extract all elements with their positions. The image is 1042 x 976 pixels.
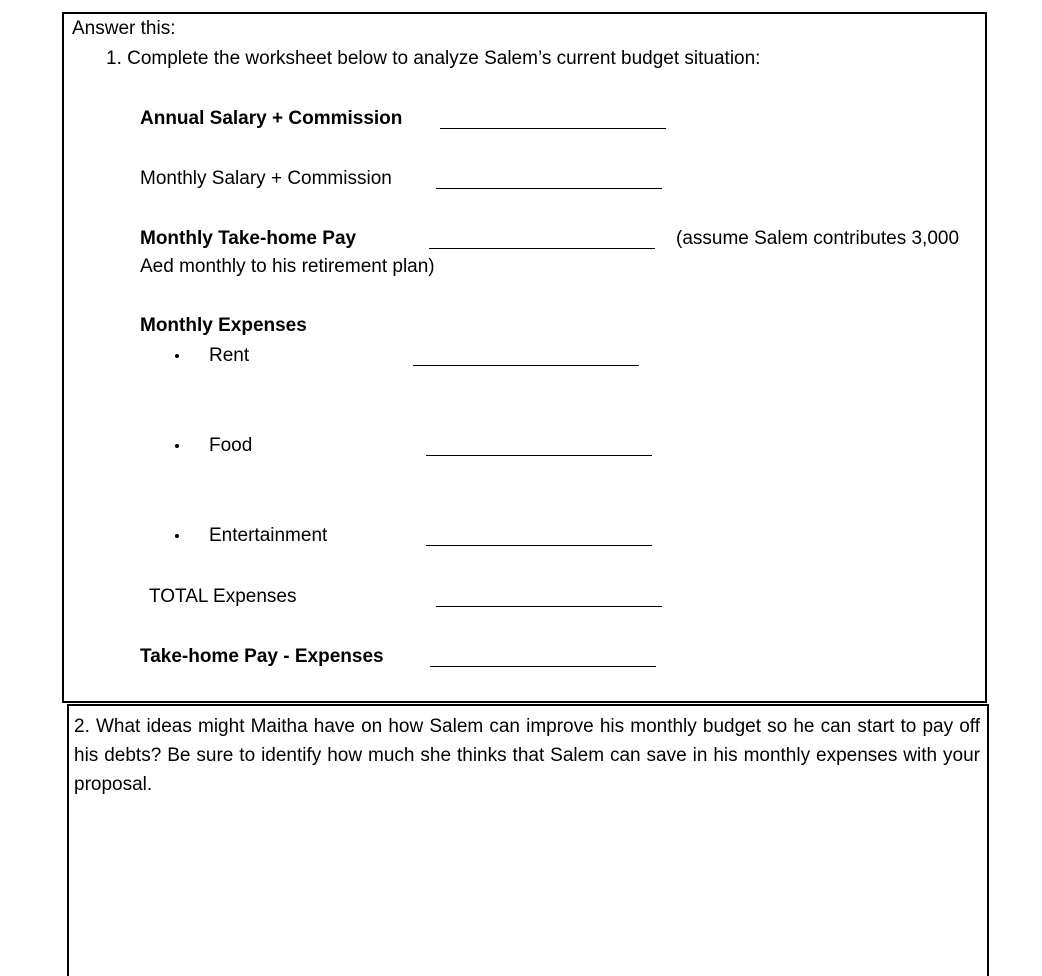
- takehome-minus-expenses-blank[interactable]: [430, 666, 656, 667]
- expense-rent-blank[interactable]: [413, 365, 639, 366]
- expense-food-label: Food: [209, 435, 253, 456]
- question-2-box[interactable]: [67, 704, 989, 976]
- annual-salary-label: Annual Salary + Commission: [140, 108, 403, 129]
- expense-food-blank[interactable]: [426, 455, 652, 456]
- total-expenses-blank[interactable]: [436, 606, 662, 607]
- question-2-text: 2. What ideas might Maitha have on how Salem can improve his monthly budget so he can start to pay off his debts? Be sure to identify how much she thinks that Salem can save in his monthly expenses with your proposal.: [74, 716, 980, 795]
- annual-salary-blank[interactable]: [440, 128, 666, 129]
- takehome-pay-label: Monthly Take-home Pay: [140, 228, 357, 249]
- bullet-icon: [175, 444, 179, 448]
- monthly-salary-blank[interactable]: [436, 188, 662, 189]
- monthly-expenses-heading: Monthly Expenses: [140, 315, 307, 336]
- expense-entertainment-blank[interactable]: [426, 545, 652, 546]
- takehome-pay-blank[interactable]: [429, 248, 655, 249]
- bullet-icon: [175, 534, 179, 538]
- takehome-note-continued: Aed monthly to his retirement plan): [140, 256, 435, 277]
- total-expenses-label: TOTAL Expenses: [149, 586, 297, 607]
- bullet-icon: [175, 354, 179, 358]
- expense-rent-label: Rent: [209, 345, 250, 366]
- expense-entertainment-label: Entertainment: [209, 525, 328, 546]
- takehome-minus-expenses-label: Take-home Pay - Expenses: [140, 646, 384, 667]
- takehome-note: (assume Salem contributes 3,000: [676, 228, 960, 249]
- question-1-prompt: 1. Complete the worksheet below to analyze Salem’s current budget situation:: [106, 48, 761, 69]
- monthly-salary-label: Monthly Salary + Commission: [140, 168, 392, 189]
- answer-heading: Answer this:: [72, 18, 176, 39]
